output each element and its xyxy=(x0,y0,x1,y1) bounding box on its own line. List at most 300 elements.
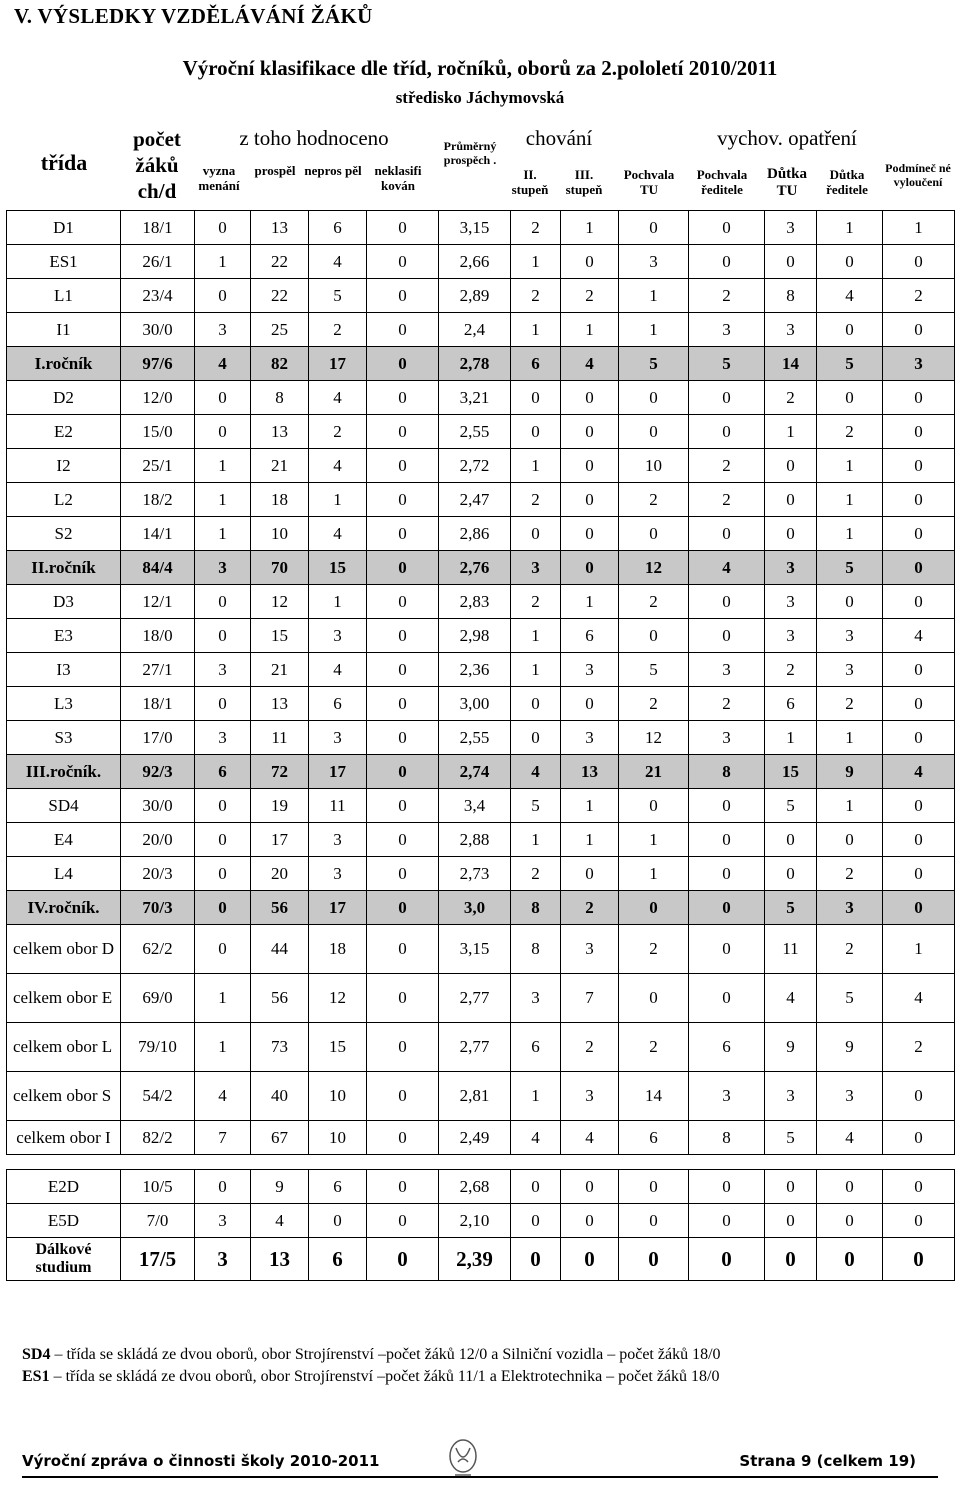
table-row xyxy=(7,925,955,974)
table-cell: 2 xyxy=(511,585,561,619)
table-cell: 3 xyxy=(883,347,955,381)
table-gap xyxy=(7,1155,955,1170)
header-vychov: vychov. opatření xyxy=(717,126,857,150)
table-cell: 69/0 xyxy=(121,974,195,1023)
table-cell: 1 xyxy=(619,823,689,857)
table-cell: 6 xyxy=(619,1121,689,1155)
table-cell: 0 xyxy=(883,245,955,279)
table-cell: 12 xyxy=(309,974,367,1023)
table-cell: 3 xyxy=(195,1204,251,1238)
table-cell: 1 xyxy=(195,517,251,551)
table-cell: 20/0 xyxy=(121,823,195,857)
table-cell: 2,36 xyxy=(439,653,511,687)
header-pochvala-reditele: Pochvala ředitele xyxy=(696,167,748,197)
table-cell: 5 xyxy=(511,789,561,823)
header-trida: třída xyxy=(40,150,88,175)
table-cell: 22 xyxy=(251,279,309,313)
table-cell: 2 xyxy=(511,857,561,891)
table-cell: 0 xyxy=(367,449,439,483)
table-row xyxy=(7,789,955,823)
table-cell: 0 xyxy=(817,1238,883,1281)
table-cell: 4 xyxy=(561,347,619,381)
table-cell: 0 xyxy=(367,823,439,857)
table-cell: 3 xyxy=(765,551,817,585)
table-row xyxy=(7,974,955,1023)
table-cell: 0 xyxy=(689,857,765,891)
table-cell: 0 xyxy=(619,211,689,245)
table-cell: 5 xyxy=(619,347,689,381)
table-cell: 0 xyxy=(561,1170,619,1204)
table-cell: 2 xyxy=(817,415,883,449)
table-cell: 7 xyxy=(561,974,619,1023)
table-cell: 0 xyxy=(195,789,251,823)
table-cell: 2 xyxy=(511,279,561,313)
table-cell: 1 xyxy=(511,653,561,687)
row-label: celkem obor D xyxy=(7,925,121,974)
table-cell: 0 xyxy=(883,721,955,755)
table-cell: 13 xyxy=(251,687,309,721)
row-label: E4 xyxy=(7,823,121,857)
table-cell: 0 xyxy=(883,891,955,925)
table-cell: 0 xyxy=(367,1121,439,1155)
table-cell: 1 xyxy=(619,313,689,347)
table-cell: 0 xyxy=(367,1170,439,1204)
table-cell: 0 xyxy=(367,1238,439,1281)
table-row xyxy=(7,823,955,857)
table-cell: 1 xyxy=(883,211,955,245)
table-cell: 0 xyxy=(561,857,619,891)
table-cell: 0 xyxy=(561,687,619,721)
table-cell: 72 xyxy=(251,755,309,789)
table-row xyxy=(7,381,955,415)
table-cell: 5 xyxy=(309,279,367,313)
table-cell: 3,15 xyxy=(439,925,511,974)
row-label: L4 xyxy=(7,857,121,891)
table-cell: 97/6 xyxy=(121,347,195,381)
table-cell: 1 xyxy=(511,313,561,347)
table-cell: 8 xyxy=(511,925,561,974)
table-cell: 11 xyxy=(765,925,817,974)
table-row xyxy=(7,347,955,381)
table-cell: 2 xyxy=(561,891,619,925)
table-cell: 0 xyxy=(309,1204,367,1238)
table-cell: 12 xyxy=(619,721,689,755)
table-cell: 0 xyxy=(765,483,817,517)
table-cell: 15 xyxy=(251,619,309,653)
table-cell: 0 xyxy=(817,313,883,347)
table-cell: 11 xyxy=(309,789,367,823)
table-cell: 0 xyxy=(689,619,765,653)
table-cell: 0 xyxy=(765,1204,817,1238)
table-cell: 6 xyxy=(309,211,367,245)
header-ii-stupen: II. stupeň xyxy=(511,167,549,197)
table-cell: 2,39 xyxy=(439,1238,511,1281)
row-label: L3 xyxy=(7,687,121,721)
table-cell: 1 xyxy=(511,823,561,857)
notes xyxy=(22,1344,721,1388)
table-cell: 8 xyxy=(689,755,765,789)
table-cell: 2,49 xyxy=(439,1121,511,1155)
table-cell: 0 xyxy=(367,483,439,517)
table-cell: 0 xyxy=(619,381,689,415)
table-cell: 0 xyxy=(195,891,251,925)
table-cell: 0 xyxy=(765,1170,817,1204)
row-label: E3 xyxy=(7,619,121,653)
table-cell: 0 xyxy=(619,789,689,823)
table-cell: 3 xyxy=(689,653,765,687)
table-cell: 2,76 xyxy=(439,551,511,585)
table-cell: 3 xyxy=(689,313,765,347)
table-cell: 3 xyxy=(195,313,251,347)
table-cell: 2 xyxy=(689,279,765,313)
table-cell: 0 xyxy=(883,1204,955,1238)
table-cell: 27/1 xyxy=(121,653,195,687)
table-cell: 2 xyxy=(689,687,765,721)
table-row xyxy=(7,245,955,279)
table-cell: 0 xyxy=(195,585,251,619)
table-cell: 1 xyxy=(561,585,619,619)
table-cell: 2 xyxy=(619,483,689,517)
table-cell: 17/5 xyxy=(121,1238,195,1281)
table-cell: 4 xyxy=(561,1121,619,1155)
table-cell: 17 xyxy=(251,823,309,857)
row-label: D1 xyxy=(7,211,121,245)
table-cell: 18/2 xyxy=(121,483,195,517)
table-cell: 0 xyxy=(195,415,251,449)
table-cell: 12 xyxy=(251,585,309,619)
footer-divider xyxy=(22,1476,938,1478)
table-cell: 0 xyxy=(367,653,439,687)
table-cell: 0 xyxy=(817,1204,883,1238)
table-cell: 0 xyxy=(561,1238,619,1281)
table-cell: 1 xyxy=(195,483,251,517)
table-cell: 2,55 xyxy=(439,721,511,755)
table-cell: 0 xyxy=(689,245,765,279)
table-cell: 17/0 xyxy=(121,721,195,755)
row-label: celkem obor I xyxy=(7,1121,121,1155)
table-cell: 82/2 xyxy=(121,1121,195,1155)
table-cell: 15/0 xyxy=(121,415,195,449)
table-cell: 4 xyxy=(309,517,367,551)
table-cell: 3 xyxy=(765,619,817,653)
table-cell: 30/0 xyxy=(121,313,195,347)
table-cell: 10 xyxy=(309,1072,367,1121)
table-cell: 2 xyxy=(511,483,561,517)
table-cell: 6 xyxy=(511,347,561,381)
table-cell: 0 xyxy=(367,585,439,619)
table-cell: 20/3 xyxy=(121,857,195,891)
table-cell: 0 xyxy=(689,823,765,857)
table-cell: 1 xyxy=(561,211,619,245)
table-cell: 0 xyxy=(883,415,955,449)
table-cell: 0 xyxy=(367,974,439,1023)
table-cell: 0 xyxy=(689,925,765,974)
table-cell: 15 xyxy=(309,551,367,585)
section-title: V. VÝSLEDKY VZDĚLÁVÁNÍ ŽÁKŮ xyxy=(14,4,373,28)
table-cell: 6 xyxy=(195,755,251,789)
table-cell: 1 xyxy=(817,517,883,551)
table-cell: 5 xyxy=(765,891,817,925)
footer-report-name: Výroční zpráva o činnosti školy 2010-2011 xyxy=(22,1452,380,1470)
table-cell: 0 xyxy=(883,585,955,619)
table-cell: 2,72 xyxy=(439,449,511,483)
row-label: I.ročník xyxy=(7,347,121,381)
table-cell: 6 xyxy=(309,1238,367,1281)
table-cell: 2,55 xyxy=(439,415,511,449)
header-prumerny: Průměrný prospěch . xyxy=(443,139,497,167)
table-cell: 1 xyxy=(561,313,619,347)
table-cell: 0 xyxy=(561,245,619,279)
table-row xyxy=(7,721,955,755)
row-label: E2D xyxy=(7,1170,121,1204)
table-cell: 6 xyxy=(309,687,367,721)
row-label: ES1 xyxy=(7,245,121,279)
table-cell: 3 xyxy=(511,551,561,585)
table-row xyxy=(7,313,955,347)
table-cell: 2 xyxy=(309,415,367,449)
table-cell: 0 xyxy=(883,653,955,687)
table-cell: 11 xyxy=(251,721,309,755)
table-cell: 10 xyxy=(251,517,309,551)
table-cell: 0 xyxy=(511,1204,561,1238)
table-cell: 2 xyxy=(765,653,817,687)
table-cell: 4 xyxy=(689,551,765,585)
table-cell: 2 xyxy=(561,279,619,313)
header-pocet: počet žáků ch/d xyxy=(133,127,181,203)
table-cell: 0 xyxy=(689,211,765,245)
row-label: S2 xyxy=(7,517,121,551)
table-cell: 2 xyxy=(817,925,883,974)
table-row xyxy=(7,551,955,585)
row-label: I3 xyxy=(7,653,121,687)
table-cell: 9 xyxy=(251,1170,309,1204)
table-cell: 30/0 xyxy=(121,789,195,823)
table-cell: 2 xyxy=(817,857,883,891)
table-cell: 2,89 xyxy=(439,279,511,313)
table-cell: 3 xyxy=(817,891,883,925)
table-cell: 0 xyxy=(689,585,765,619)
table-cell: 3 xyxy=(309,721,367,755)
row-label: celkem obor S xyxy=(7,1072,121,1121)
table-cell: 0 xyxy=(367,245,439,279)
row-label: celkem obor E xyxy=(7,974,121,1023)
table-cell: 0 xyxy=(817,823,883,857)
table-cell: 21 xyxy=(619,755,689,789)
table-cell: 2,78 xyxy=(439,347,511,381)
table-cell: 18/1 xyxy=(121,211,195,245)
table-cell: 2,66 xyxy=(439,245,511,279)
table-cell: 5 xyxy=(765,789,817,823)
table-cell: 2 xyxy=(619,585,689,619)
table-cell: 0 xyxy=(367,925,439,974)
table-cell: 9 xyxy=(817,755,883,789)
table-cell: 19 xyxy=(251,789,309,823)
table-cell: 56 xyxy=(251,974,309,1023)
table-cell: 0 xyxy=(195,381,251,415)
header-dutka-tu: Důtka TU xyxy=(766,166,807,200)
table-cell: 4 xyxy=(883,974,955,1023)
table-cell: 2,10 xyxy=(439,1204,511,1238)
table-cell: 0 xyxy=(883,1170,955,1204)
table-cell: 1 xyxy=(765,721,817,755)
table-cell: 0 xyxy=(619,974,689,1023)
footer-page-number: Strana 9 (celkem 19) xyxy=(739,1452,916,1470)
row-label: E2 xyxy=(7,415,121,449)
table-cell: 0 xyxy=(367,211,439,245)
table-cell: 7/0 xyxy=(121,1204,195,1238)
table-cell: 40 xyxy=(251,1072,309,1121)
table-cell: 13 xyxy=(251,415,309,449)
table-cell: 2,88 xyxy=(439,823,511,857)
table-cell: 0 xyxy=(883,483,955,517)
note-es1: ES1 – třída se skládá ze dvou oborů, obor Strojírenství –počet žáků 11/1 a Elektrotechnika – počet žáků 18/0 xyxy=(22,1368,720,1385)
table-cell: 0 xyxy=(817,245,883,279)
table-cell: 73 xyxy=(251,1023,309,1072)
table-cell: 4 xyxy=(511,755,561,789)
table-cell: 0 xyxy=(367,313,439,347)
table-cell: 14 xyxy=(619,1072,689,1121)
row-label: E5D xyxy=(7,1204,121,1238)
table-cell: 3 xyxy=(817,1072,883,1121)
table-cell: 3 xyxy=(561,925,619,974)
table-cell: 0 xyxy=(195,211,251,245)
table-cell: 1 xyxy=(309,585,367,619)
table-cell: 3 xyxy=(309,823,367,857)
table-cell: 17 xyxy=(309,347,367,381)
table-cell: 1 xyxy=(195,1023,251,1072)
table-cell: 0 xyxy=(765,823,817,857)
table-cell: 2,73 xyxy=(439,857,511,891)
table-cell: 1 xyxy=(511,619,561,653)
table-cell: 2,77 xyxy=(439,974,511,1023)
table-cell: 0 xyxy=(619,1238,689,1281)
table-cell: 0 xyxy=(883,687,955,721)
table-cell: 3 xyxy=(561,653,619,687)
table-cell: 18/1 xyxy=(121,687,195,721)
table-cell: 20 xyxy=(251,857,309,891)
table-cell: 4 xyxy=(883,619,955,653)
table-cell: 23/4 xyxy=(121,279,195,313)
table-cell: 5 xyxy=(817,347,883,381)
row-label: celkem obor L xyxy=(7,1023,121,1072)
table-row xyxy=(7,619,955,653)
header-neklasifikovan: neklasifi kován xyxy=(374,163,422,193)
table-cell: 0 xyxy=(765,857,817,891)
table-cell: 67 xyxy=(251,1121,309,1155)
header-dutka-reditele: Důtka ředitele xyxy=(826,167,868,197)
table-cell: 0 xyxy=(689,381,765,415)
table-cell: 3,21 xyxy=(439,381,511,415)
table-cell: 3 xyxy=(765,585,817,619)
table-cell: 25 xyxy=(251,313,309,347)
table-cell: 2 xyxy=(619,925,689,974)
table-cell: 17 xyxy=(309,891,367,925)
header-neprospel: nepros pěl xyxy=(304,163,362,178)
table-cell: 0 xyxy=(619,1204,689,1238)
table-cell: 0 xyxy=(367,721,439,755)
table-cell: 2 xyxy=(309,313,367,347)
table-cell: 0 xyxy=(765,1238,817,1281)
table-cell: 0 xyxy=(883,381,955,415)
table-cell: 2 xyxy=(689,449,765,483)
table-cell: 3,4 xyxy=(439,789,511,823)
table-row xyxy=(7,279,955,313)
report-title: Výroční klasifikace dle tříd, ročníků, oborů za 2.pololetí 2010/2011 xyxy=(182,56,778,80)
table-cell: 0 xyxy=(561,483,619,517)
table-cell: 0 xyxy=(619,517,689,551)
table-cell: 2,74 xyxy=(439,755,511,789)
table-cell: 1 xyxy=(765,415,817,449)
table-cell: 3 xyxy=(619,245,689,279)
table-cell: 13 xyxy=(251,1238,309,1281)
table-row xyxy=(7,653,955,687)
row-label: III.ročník. xyxy=(7,755,121,789)
table-cell: 8 xyxy=(251,381,309,415)
table-cell: 4 xyxy=(883,755,955,789)
table-cell: 0 xyxy=(883,449,955,483)
table-cell: 1 xyxy=(195,974,251,1023)
table-cell: 2,81 xyxy=(439,1072,511,1121)
table-cell: 0 xyxy=(765,449,817,483)
header-chovani: chování xyxy=(525,126,593,150)
table-cell: 2,98 xyxy=(439,619,511,653)
table-cell: 10 xyxy=(309,1121,367,1155)
header-vyznamenani: vyzna menání xyxy=(198,163,240,193)
table-cell: 4 xyxy=(765,974,817,1023)
table-row xyxy=(7,755,955,789)
table-cell: 0 xyxy=(689,1204,765,1238)
table-row xyxy=(7,483,955,517)
table-cell: 54/2 xyxy=(121,1072,195,1121)
table-cell: 25/1 xyxy=(121,449,195,483)
header-podminecne: Podmíneč né vyloučení xyxy=(885,161,951,189)
table-cell: 0 xyxy=(689,974,765,1023)
table-cell: 15 xyxy=(765,755,817,789)
header-prospel: prospěl xyxy=(254,163,296,178)
row-label: I1 xyxy=(7,313,121,347)
table-row xyxy=(7,857,955,891)
table-cell: 14/1 xyxy=(121,517,195,551)
table-cell: 3 xyxy=(765,1072,817,1121)
table-cell: 4 xyxy=(817,279,883,313)
table-cell: 13 xyxy=(251,211,309,245)
row-label: SD4 xyxy=(7,789,121,823)
table-cell: 0 xyxy=(561,551,619,585)
table-cell: 12 xyxy=(619,551,689,585)
table-cell: 2 xyxy=(511,211,561,245)
table-cell: 3 xyxy=(689,1072,765,1121)
table-row xyxy=(7,687,955,721)
table-cell: 0 xyxy=(367,279,439,313)
results-table xyxy=(6,210,955,1281)
header-iii-stupen: III. stupeň xyxy=(565,167,603,197)
table-cell: 6 xyxy=(309,1170,367,1204)
table-cell: 6 xyxy=(561,619,619,653)
table-cell: 22 xyxy=(251,245,309,279)
table-cell: 17 xyxy=(309,755,367,789)
table-cell: 0 xyxy=(883,1121,955,1155)
table-cell: 21 xyxy=(251,449,309,483)
table-cell: 12/1 xyxy=(121,585,195,619)
table-row xyxy=(7,517,955,551)
table-cell: 6 xyxy=(689,1023,765,1072)
table-cell: 1 xyxy=(511,1072,561,1121)
table-cell: 0 xyxy=(511,517,561,551)
table-cell: 4 xyxy=(251,1204,309,1238)
table-cell: 4 xyxy=(195,347,251,381)
table-cell: 0 xyxy=(689,789,765,823)
table-cell: 0 xyxy=(619,1170,689,1204)
